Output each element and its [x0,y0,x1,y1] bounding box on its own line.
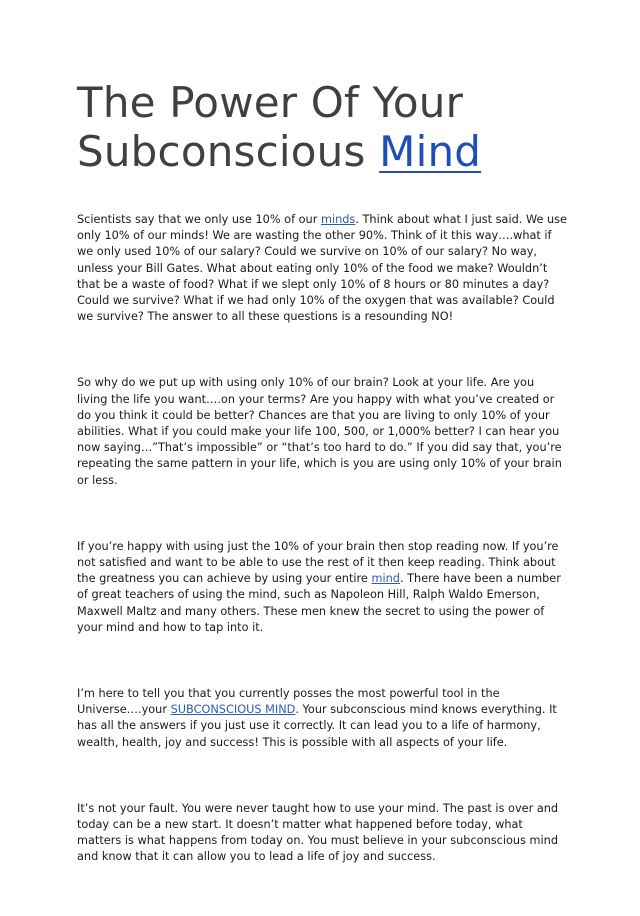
document-page [77,78,567,916]
paragraph-4 [77,686,567,751]
title-text: The Power Of Your Subconscious [77,78,464,176]
paragraph-3-text-start: If you’re happy with using just the 10% of your brain then stop reading now. If you’re not satisfied and want to be able to use the rest of it then keep reading. Think about the greatness you can achieve by using your entire [77,539,559,586]
paragraph-3 [77,539,567,636]
paragraph-3-text-end: . There have been a number of great teachers of using the mind, such as Napoleon Hill, Ralph Waldo Emerson, Maxwell Maltz and many others. These men knew the secret to using the power of your mind and how to tap into it. [77,572,561,634]
minds-link[interactable]: minds [320,213,356,226]
paragraph-2-text: So why do we put up with using only 10% of our brain? Look at your life. Are you living the life you want….on your terms? Are you happy with what you’ve created or do you think it could be better? Chances are that you are living to only 10% of your abilities. What if you could make your life 100, 500, or 1,000% better? I can hear you now saying…”That’s impossible” or “that’s too hard to do.” If you did say that, you’re repeating the same pattern in your life, which is you are using only 10% of your brain or less. [77,376,562,487]
paragraph-1-text-end: . Think about what I just said. We use only 10% of our minds! We are wasting the other 90%. Think of it this way….what if we only used 10% of our salary? Could we survive on 10% of our salary? No way, unless your Bill Gates. What about eating only 10% of the food we make? Wouldn’t that be a waste of food? What if we slept only 10% of 8 hours or 80 minutes a day? Could we survive? What if we had only 10% of the oxygen that was available? Could we survive? The answer to all these questions is a resounding NO! [77,213,568,324]
paragraph-5-text: It’s not your fault. You were never taught how to use your mind. The past is over and today can be a new start. It doesn’t matter what happened before today, what matters is what happens from today on. You must believe in your subconscious mind and know that it can allow you to lead a life of joy and success. [77,801,559,864]
paragraph-1-text-start: Scientists say that we only use 10% of our [77,213,321,226]
paragraph-4-text-start: I’m here to tell you that you currently posses the most powerful tool in the Universe….your [77,687,500,717]
page-title [77,78,567,176]
title-mind-link[interactable]: Mind [379,127,482,176]
subconscious-mind-link[interactable]: SUBCONSCIOUS MIND [170,703,296,717]
paragraph-2 [77,375,567,488]
paragraph-1 [77,212,567,325]
article-body [77,212,567,866]
paragraph-5 [77,801,567,866]
mind-link[interactable]: mind [371,572,400,586]
paragraph-4-text-end: . Your subconscious mind knows everything. It has all the answers if you just use it correctly. It can lead you to a life of harmony, wealth, health, joy and success! This is possible with all aspects of your life. [77,703,557,749]
